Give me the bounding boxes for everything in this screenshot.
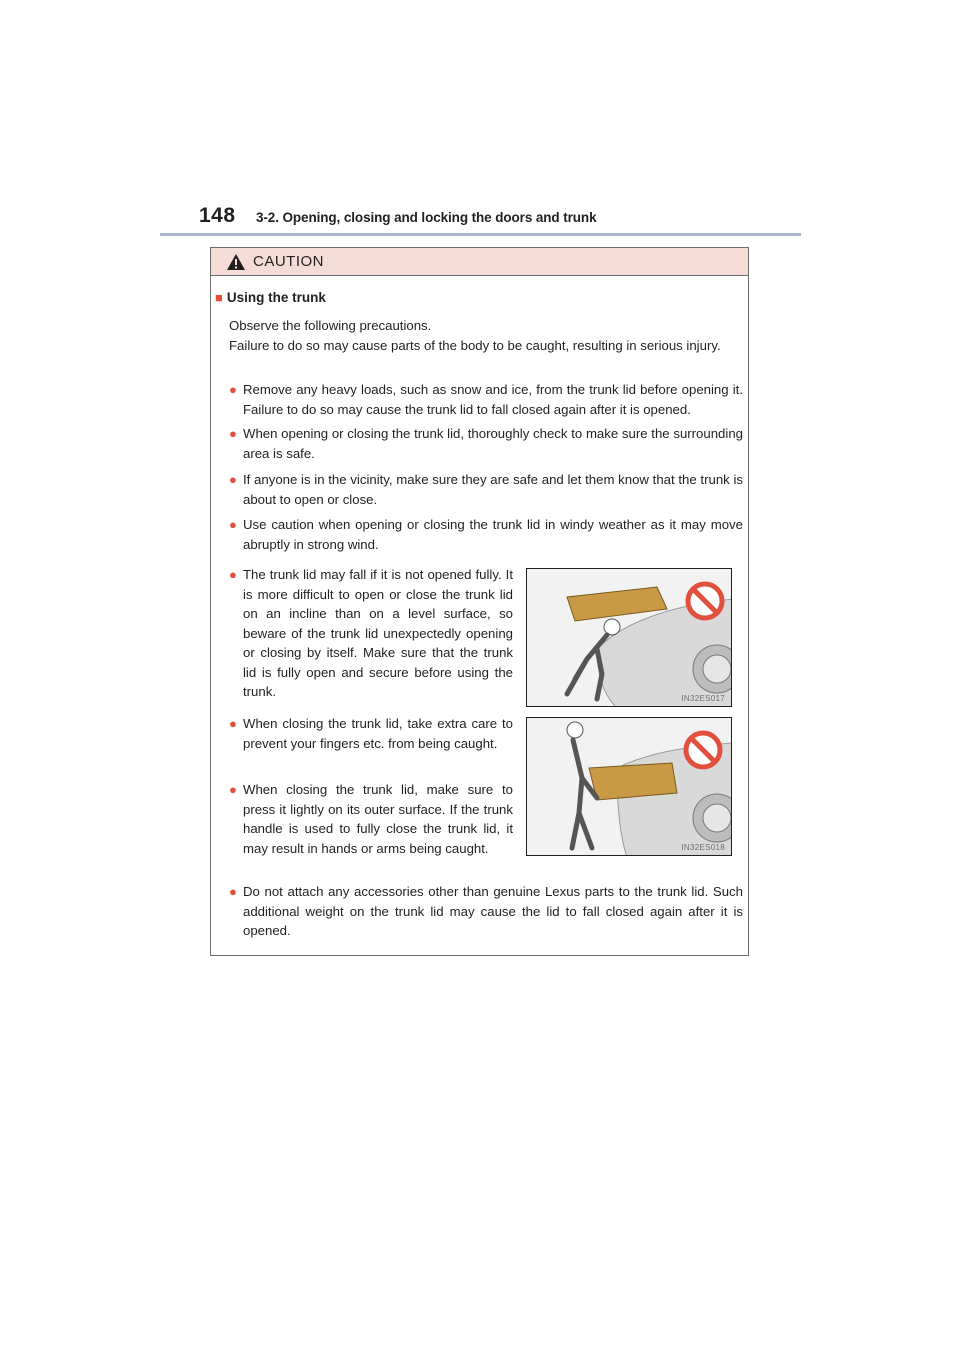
trunk-lid-falling-illustration [527, 569, 732, 707]
bullet-fingers: When closing the trunk lid, take extra care to prevent your fingers etc. from being caught. [243, 716, 513, 751]
bullet-surrounding-area: When opening or closing the trunk lid, thoroughly check to make sure the surrounding area is safe. [243, 426, 743, 461]
figure-trunk-lid-falling [526, 568, 732, 707]
caution-title: CAUTION [253, 253, 324, 270]
square-bullet-icon: ■ [215, 290, 223, 305]
caution-header [211, 248, 748, 276]
subheading [215, 290, 326, 305]
intro-line-1: Observe the following precautions. [229, 318, 432, 333]
bullet-lid-may-fall: The trunk lid may fall if it is not opened fully. It is more difficult to open or close the trunk lid on an incline than on a level surface, so beware of the trunk lid unexpectedly opening or closing by itself. Make sure that the trunk lid is fully open and secure before using the trunk. [243, 567, 513, 699]
figure-code: IN32ES018 [681, 843, 725, 852]
intro-line-2: Failure to do so may cause parts of the body to be caught, resulting in serious injury. [229, 338, 721, 353]
bullet-windy-weather: Use caution when opening or closing the trunk lid in windy weather as it may move abruptly in strong wind. [243, 517, 743, 552]
bullet-icon: ● [229, 517, 237, 532]
header-rule [160, 233, 801, 236]
bullet-icon: ● [229, 382, 237, 397]
page-header [160, 204, 800, 234]
bullet-press-lightly: When closing the trunk lid, make sure to press it lightly on its outer surface. If the trunk handle is used to fully close the trunk lid, it may result in hands or arms being caught. [243, 782, 513, 856]
bullet-icon: ● [229, 716, 237, 731]
bullet-icon: ● [229, 567, 237, 582]
bullet-icon: ● [229, 884, 237, 899]
bullet-vicinity: If anyone is in the vicinity, make sure they are safe and let them know that the trunk is about to open or close. [243, 472, 743, 507]
bullet-heavy-loads: Remove any heavy loads, such as snow and ice, from the trunk lid before opening it. Failure to do so may cause the trunk lid to fall closed again after it is opened. [243, 382, 743, 417]
figure-trunk-lid-closing [526, 717, 732, 856]
subheading-text: Using the trunk [226, 290, 326, 305]
warning-triangle-icon [226, 253, 246, 271]
figure-code: IN32ES017 [681, 694, 725, 703]
trunk-lid-closing-illustration [527, 718, 732, 856]
bullet-icon: ● [229, 782, 237, 797]
bullet-icon: ● [229, 426, 237, 441]
section-title: 3-2. Opening, closing and locking the doors and trunk [256, 210, 597, 225]
page-number: 148 [199, 204, 236, 227]
bullet-accessories: Do not attach any accessories other than genuine Lexus parts to the trunk lid. Such additional weight on the trunk lid may cause the lid to fall closed again after it is opened. [243, 884, 743, 938]
bullet-icon: ● [229, 472, 237, 487]
